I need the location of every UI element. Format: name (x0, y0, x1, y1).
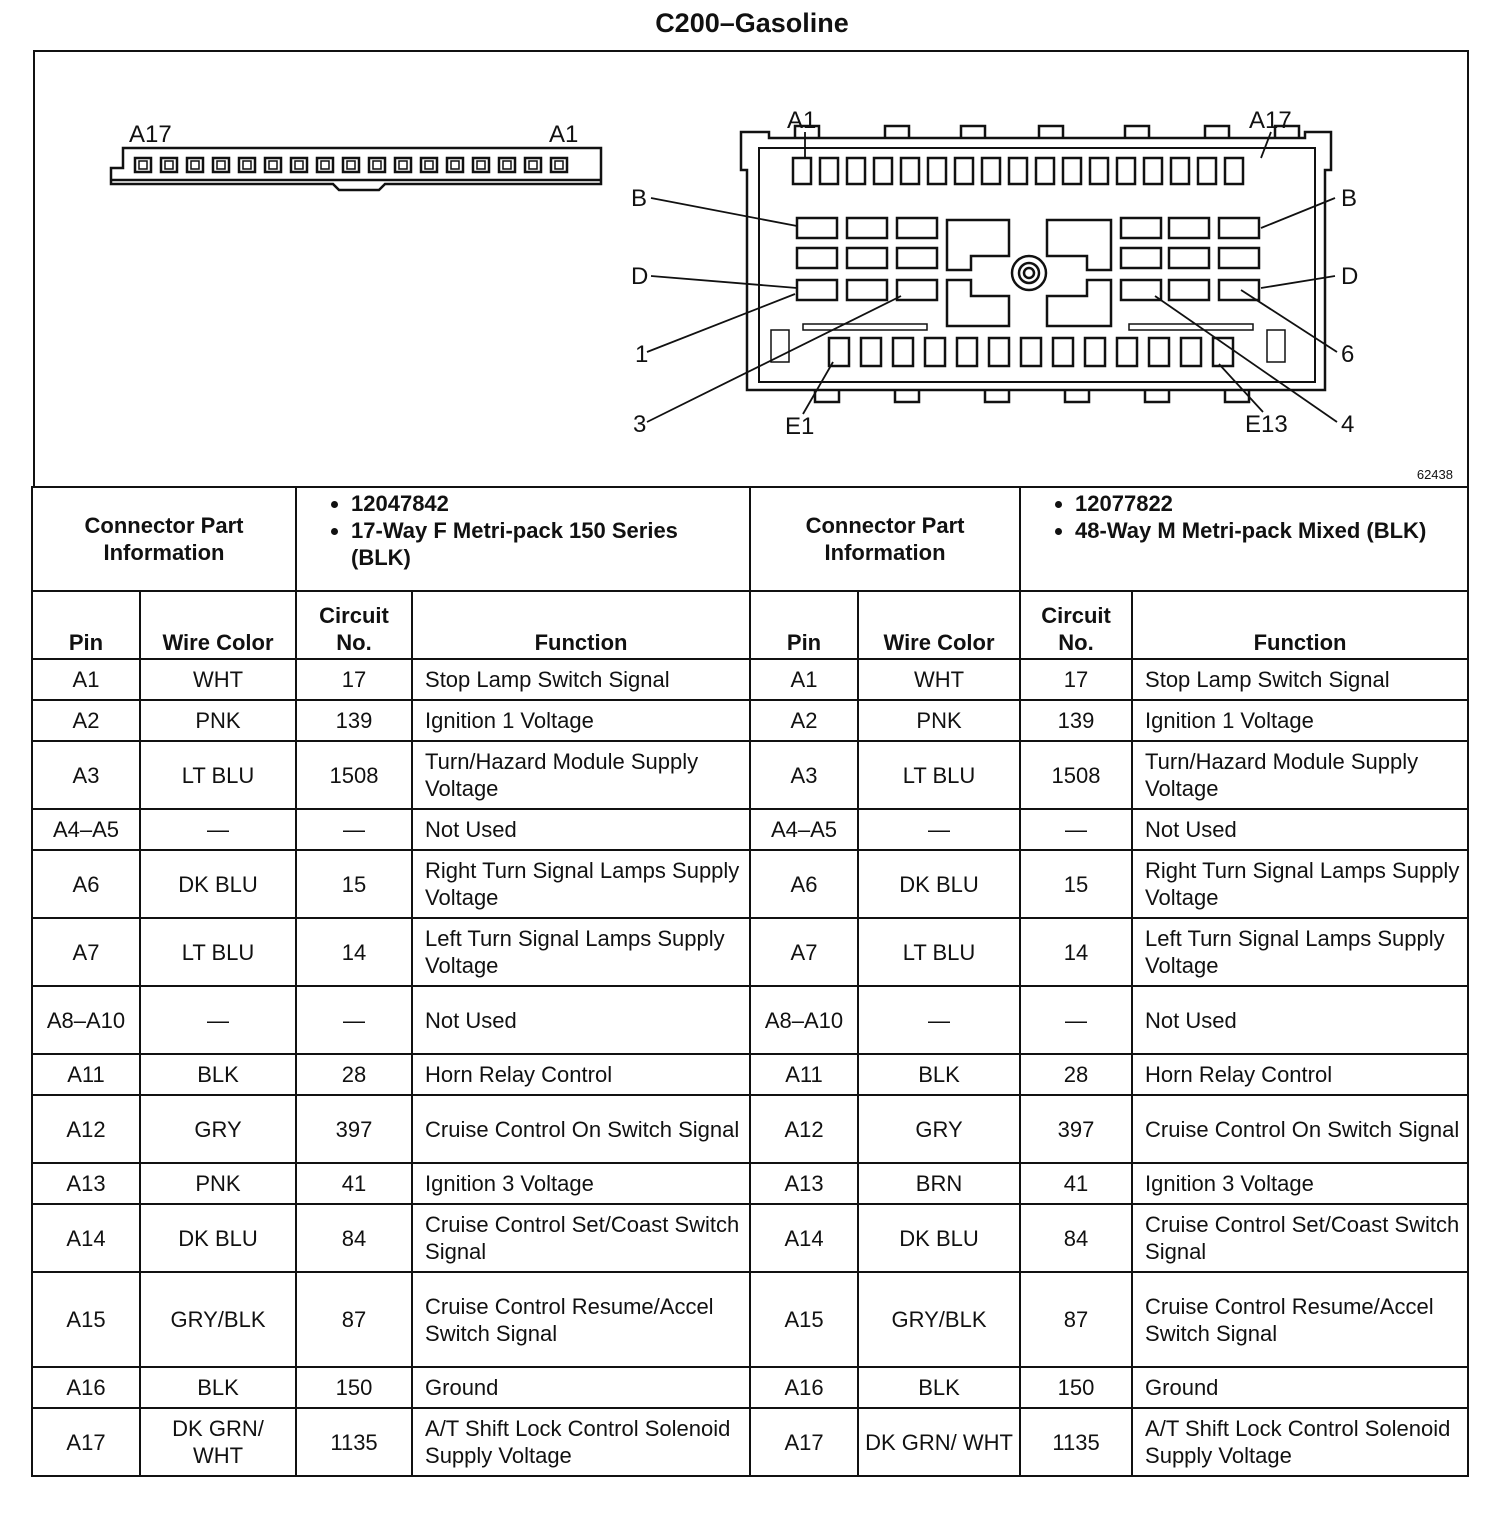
table-row (32, 1095, 1468, 1163)
table-row (32, 1054, 1468, 1095)
leader-line (651, 276, 797, 288)
left-pin-cavity (239, 158, 255, 172)
wire-color-cell: DK GRN/ WHT (858, 1408, 1020, 1476)
wire-color-cell: DK BLU (858, 1204, 1020, 1272)
pin-cell: A8–A10 (32, 986, 140, 1054)
left-pin-cavity (347, 161, 355, 169)
label-b-right: B (1341, 185, 1358, 212)
label-3: 3 (633, 411, 647, 438)
right-pin-cavity (901, 158, 919, 184)
circuit-cell: — (1020, 986, 1132, 1054)
right-label-a1: A1 (787, 107, 817, 134)
right-pin-cavity (847, 280, 887, 300)
label-d-left: D (631, 263, 649, 290)
function-cell: A/T Shift Lock Control Solenoid Supply Voltage (1132, 1408, 1468, 1476)
table-row (32, 1408, 1468, 1476)
right-connector-heading: Connector Part Information (750, 487, 1020, 591)
label-e13: E13 (1245, 411, 1288, 438)
function-cell: Right Turn Signal Lamps Supply Voltage (1132, 850, 1468, 918)
function-cell: A/T Shift Lock Control Solenoid Supply Voltage (412, 1408, 750, 1476)
right-pin-cavity (1219, 218, 1259, 238)
pin-cell: A7 (750, 918, 858, 986)
left-pin-cavity (243, 161, 251, 169)
left-pin-cavity (503, 161, 511, 169)
pin-cell: A12 (32, 1095, 140, 1163)
figure-id: 62438 (1416, 467, 1453, 482)
col-header-circuit-no: Circuit No. (296, 591, 412, 659)
left-part-number: • 12047842 (351, 490, 743, 517)
left-pin-cavity (269, 161, 277, 169)
pin-cell: A1 (32, 659, 140, 700)
left-pin-cavity (295, 161, 303, 169)
function-cell: Right Turn Signal Lamps Supply Voltage (412, 850, 750, 918)
pin-cell: A12 (750, 1095, 858, 1163)
function-cell: Ignition 1 Voltage (1132, 700, 1468, 741)
right-label-a17: A17 (1249, 107, 1292, 134)
circuit-cell: 28 (296, 1054, 412, 1095)
left-pin-cavity (451, 161, 459, 169)
left-pin-cavity (165, 161, 173, 169)
left-pin-cavity (343, 158, 359, 172)
right-pin-cavity (1090, 158, 1108, 184)
pin-cell: A8–A10 (750, 986, 858, 1054)
wire-color-cell: PNK (140, 700, 296, 741)
left-pin-cavity (187, 158, 203, 172)
circuit-cell: 84 (1020, 1204, 1132, 1272)
pin-cell: A14 (32, 1204, 140, 1272)
col-header-wire-color: Wire Color (140, 591, 296, 659)
pin-cell: A1 (750, 659, 858, 700)
left-pin-cavity (447, 158, 463, 172)
circuit-cell: 15 (296, 850, 412, 918)
pin-cell: A11 (750, 1054, 858, 1095)
function-cell: Cruise Control On Switch Signal (1132, 1095, 1468, 1163)
right-pin-cavity (928, 158, 946, 184)
wire-color-cell: PNK (858, 700, 1020, 741)
col-header-circuit-no: Circuit No. (1020, 591, 1132, 659)
left-pin-cavity (555, 161, 563, 169)
table-row (32, 1272, 1468, 1367)
pinout-table (31, 486, 1469, 1477)
leader-lines (647, 132, 1337, 422)
right-pin-cavity (1144, 158, 1162, 184)
leader-line (647, 294, 795, 352)
function-cell: Cruise Control Set/Coast Switch Signal (412, 1204, 750, 1272)
circuit-cell: 84 (296, 1204, 412, 1272)
right-pin-cavity (1169, 248, 1209, 268)
function-cell: Horn Relay Control (412, 1054, 750, 1095)
leader-line (1219, 364, 1263, 412)
right-pin-cavity (897, 280, 937, 300)
right-pin-cavity (1117, 158, 1135, 184)
wire-color-cell: — (858, 986, 1020, 1054)
right-pin-cavity (1053, 338, 1073, 366)
left-pin-cavity (473, 158, 489, 172)
circuit-cell: 139 (296, 700, 412, 741)
right-pin-cavity (847, 218, 887, 238)
right-pin-cavity (1063, 158, 1081, 184)
function-cell: Cruise Control Set/Coast Switch Signal (1132, 1204, 1468, 1272)
function-cell: Not Used (1132, 809, 1468, 850)
pin-cell: A4–A5 (32, 809, 140, 850)
function-cell: Horn Relay Control (1132, 1054, 1468, 1095)
right-pin-cavity (897, 218, 937, 238)
left-pin-cavity (135, 158, 151, 172)
wire-color-cell: BLK (140, 1054, 296, 1095)
wire-color-cell: — (858, 809, 1020, 850)
right-pin-cavity (797, 280, 837, 300)
col-header-function: Function (1132, 591, 1468, 659)
function-cell: Not Used (1132, 986, 1468, 1054)
right-pin-cavity (893, 338, 913, 366)
circuit-cell: 1135 (296, 1408, 412, 1476)
label-4: 4 (1341, 411, 1355, 438)
left-pin-cavity (551, 158, 567, 172)
function-cell: Turn/Hazard Module Supply Voltage (412, 741, 750, 809)
circuit-cell: — (296, 809, 412, 850)
wire-color-cell: DK BLU (140, 850, 296, 918)
circuit-cell: 87 (296, 1272, 412, 1367)
connector-drawing (35, 52, 1467, 486)
function-cell: Stop Lamp Switch Signal (1132, 659, 1468, 700)
right-pin-cavity (847, 158, 865, 184)
wire-color-cell: DK BLU (140, 1204, 296, 1272)
left-pin-cavity (477, 161, 485, 169)
left-pin-cavity (265, 158, 281, 172)
left-pin-cavity (373, 161, 381, 169)
circuit-cell: 14 (1020, 918, 1132, 986)
circuit-cell: 17 (296, 659, 412, 700)
function-cell: Turn/Hazard Module Supply Voltage (1132, 741, 1468, 809)
table-row (32, 741, 1468, 809)
right-pin-cavity (829, 338, 849, 366)
pin-cell: A7 (32, 918, 140, 986)
leader-line (651, 198, 797, 226)
right-pin-cavity (1225, 158, 1243, 184)
pin-cell: A6 (32, 850, 140, 918)
right-pin-cavity (1117, 338, 1137, 366)
right-pin-cavity (797, 248, 837, 268)
wire-color-cell: BLK (858, 1054, 1020, 1095)
right-pin-cavity (1121, 218, 1161, 238)
function-cell: Cruise Control Resume/Accel Switch Signal (412, 1272, 750, 1367)
circuit-cell: — (1020, 809, 1132, 850)
leader-line (647, 296, 901, 422)
left-pin-cavity (161, 158, 177, 172)
function-cell: Ignition 1 Voltage (412, 700, 750, 741)
function-cell: Left Turn Signal Lamps Supply Voltage (412, 918, 750, 986)
leader-line (1241, 290, 1337, 352)
circuit-cell: 1508 (296, 741, 412, 809)
circuit-cell: 397 (1020, 1095, 1132, 1163)
wire-color-cell: WHT (858, 659, 1020, 700)
wire-color-cell: DK GRN/ WHT (140, 1408, 296, 1476)
right-pin-cavity (897, 248, 937, 268)
wire-color-cell: BLK (858, 1367, 1020, 1408)
pin-cell: A3 (750, 741, 858, 809)
wire-color-cell: DK BLU (858, 850, 1020, 918)
pin-cell: A15 (750, 1272, 858, 1367)
right-pin-cavity (982, 158, 1000, 184)
right-pin-cavity (989, 338, 1009, 366)
right-pin-cavity (1169, 280, 1209, 300)
function-cell: Ground (412, 1367, 750, 1408)
function-cell: Ignition 3 Voltage (1132, 1163, 1468, 1204)
label-6: 6 (1341, 341, 1355, 368)
wire-color-cell: LT BLU (858, 918, 1020, 986)
left-pin-cavity (425, 161, 433, 169)
right-pin-cavity (847, 248, 887, 268)
circuit-cell: 14 (296, 918, 412, 986)
col-header-wire-color: Wire Color (858, 591, 1020, 659)
wire-color-cell: LT BLU (858, 741, 1020, 809)
right-pin-cavity (957, 338, 977, 366)
left-label-a1: A1 (549, 121, 579, 148)
pin-cell: A2 (750, 700, 858, 741)
leader-line (803, 362, 833, 414)
pin-cell: A11 (32, 1054, 140, 1095)
right-pin-cavity (793, 158, 811, 184)
right-pin-cavity (820, 158, 838, 184)
label-e1: E1 (785, 413, 815, 440)
pin-cell: A3 (32, 741, 140, 809)
pin-cell: A17 (750, 1408, 858, 1476)
circuit-cell: 150 (1020, 1367, 1132, 1408)
left-pin-cavity (399, 161, 407, 169)
label-d-right: D (1341, 263, 1359, 290)
left-part-description: • 17-Way F Metri-pack 150 Series (BLK) (351, 517, 743, 571)
function-cell: Ignition 3 Voltage (412, 1163, 750, 1204)
pin-cell: A16 (32, 1367, 140, 1408)
function-cell: Ground (1132, 1367, 1468, 1408)
pin-cell: A16 (750, 1367, 858, 1408)
left-pin-cavity (321, 161, 329, 169)
function-cell: Not Used (412, 809, 750, 850)
circuit-cell: — (296, 986, 412, 1054)
wire-color-cell: — (140, 986, 296, 1054)
left-pin-cavity (139, 161, 147, 169)
right-part-number: • 12077822 (1075, 490, 1461, 517)
table-row (32, 1163, 1468, 1204)
wire-color-cell: GRY/BLK (858, 1272, 1020, 1367)
table-row (32, 918, 1468, 986)
function-cell: Left Turn Signal Lamps Supply Voltage (1132, 918, 1468, 986)
left-pin-cavity (217, 161, 225, 169)
left-connector-info (296, 487, 750, 591)
left-pin-cavity (317, 158, 333, 172)
left-pin-cavity (191, 161, 199, 169)
connector-diagram (33, 50, 1469, 486)
right-pin-cavity (1036, 158, 1054, 184)
table-row (32, 659, 1468, 700)
col-header-pin: Pin (32, 591, 140, 659)
wire-color-cell: BRN (858, 1163, 1020, 1204)
circuit-cell: 1135 (1020, 1408, 1132, 1476)
table-row (32, 1204, 1468, 1272)
page-title: C200–Gasoline (655, 8, 849, 38)
right-pin-cavity (1009, 158, 1027, 184)
left-pin-cavity (529, 161, 537, 169)
col-header-function: Function (412, 591, 750, 659)
label-1: 1 (635, 341, 649, 368)
table-row (32, 986, 1468, 1054)
wire-color-cell: LT BLU (140, 741, 296, 809)
right-part-description: • 48-Way M Metri-pack Mixed (BLK) (1075, 517, 1461, 544)
function-cell: Stop Lamp Switch Signal (412, 659, 750, 700)
right-pin-cavity (1171, 158, 1189, 184)
right-pin-cavity (1169, 218, 1209, 238)
pin-cell: A4–A5 (750, 809, 858, 850)
wire-color-cell: WHT (140, 659, 296, 700)
wire-color-cell: — (140, 809, 296, 850)
pin-cell: A14 (750, 1204, 858, 1272)
circuit-cell: 150 (296, 1367, 412, 1408)
right-pin-cavity (861, 338, 881, 366)
label-b-left: B (631, 185, 648, 212)
wire-color-cell: BLK (140, 1367, 296, 1408)
right-pin-cavity (1085, 338, 1105, 366)
pin-cell: A15 (32, 1272, 140, 1367)
right-pin-cavity (797, 218, 837, 238)
circuit-cell: 139 (1020, 700, 1132, 741)
pin-cell: A13 (32, 1163, 140, 1204)
leader-line (1261, 132, 1271, 158)
left-connector-shape (111, 148, 601, 190)
function-cell: Cruise Control Resume/Accel Switch Signal (1132, 1272, 1468, 1367)
function-cell: Not Used (412, 986, 750, 1054)
circuit-cell: 1508 (1020, 741, 1132, 809)
right-pin-cavity (1198, 158, 1216, 184)
circuit-cell: 28 (1020, 1054, 1132, 1095)
left-pin-cavity (421, 158, 437, 172)
table-row (32, 1367, 1468, 1408)
wire-color-cell: GRY (858, 1095, 1020, 1163)
table-row (32, 809, 1468, 850)
right-pin-cavity (1021, 338, 1041, 366)
wire-color-cell: GRY (140, 1095, 296, 1163)
circuit-cell: 15 (1020, 850, 1132, 918)
circuit-cell: 41 (296, 1163, 412, 1204)
circuit-cell: 41 (1020, 1163, 1132, 1204)
right-pin-cavity (1181, 338, 1201, 366)
left-label-a17: A17 (129, 121, 172, 148)
pin-cell: A17 (32, 1408, 140, 1476)
wire-color-cell: PNK (140, 1163, 296, 1204)
function-cell: Cruise Control On Switch Signal (412, 1095, 750, 1163)
col-header-pin: Pin (750, 591, 858, 659)
right-connector-shape (741, 126, 1331, 402)
left-pin-cavity (369, 158, 385, 172)
right-pin-cavity (1149, 338, 1169, 366)
left-pin-cavity (499, 158, 515, 172)
left-pin-cavity (291, 158, 307, 172)
pin-cell: A2 (32, 700, 140, 741)
right-pin-cavity (874, 158, 892, 184)
circuit-cell: 17 (1020, 659, 1132, 700)
circuit-cell: 397 (296, 1095, 412, 1163)
right-pin-cavity (955, 158, 973, 184)
right-pin-cavity (1121, 248, 1161, 268)
right-connector-info (1020, 487, 1468, 591)
pin-cell: A13 (750, 1163, 858, 1204)
left-pin-cavity (525, 158, 541, 172)
table-row (32, 850, 1468, 918)
right-pin-cavity (925, 338, 945, 366)
wire-color-cell: LT BLU (140, 918, 296, 986)
circuit-cell: 87 (1020, 1272, 1132, 1367)
table-row (32, 700, 1468, 741)
wire-color-cell: GRY/BLK (140, 1272, 296, 1367)
right-pin-cavity (1219, 248, 1259, 268)
pin-cell: A6 (750, 850, 858, 918)
left-pin-cavity (213, 158, 229, 172)
left-pin-cavity (395, 158, 411, 172)
left-connector-heading: Connector Part Information (32, 487, 296, 591)
